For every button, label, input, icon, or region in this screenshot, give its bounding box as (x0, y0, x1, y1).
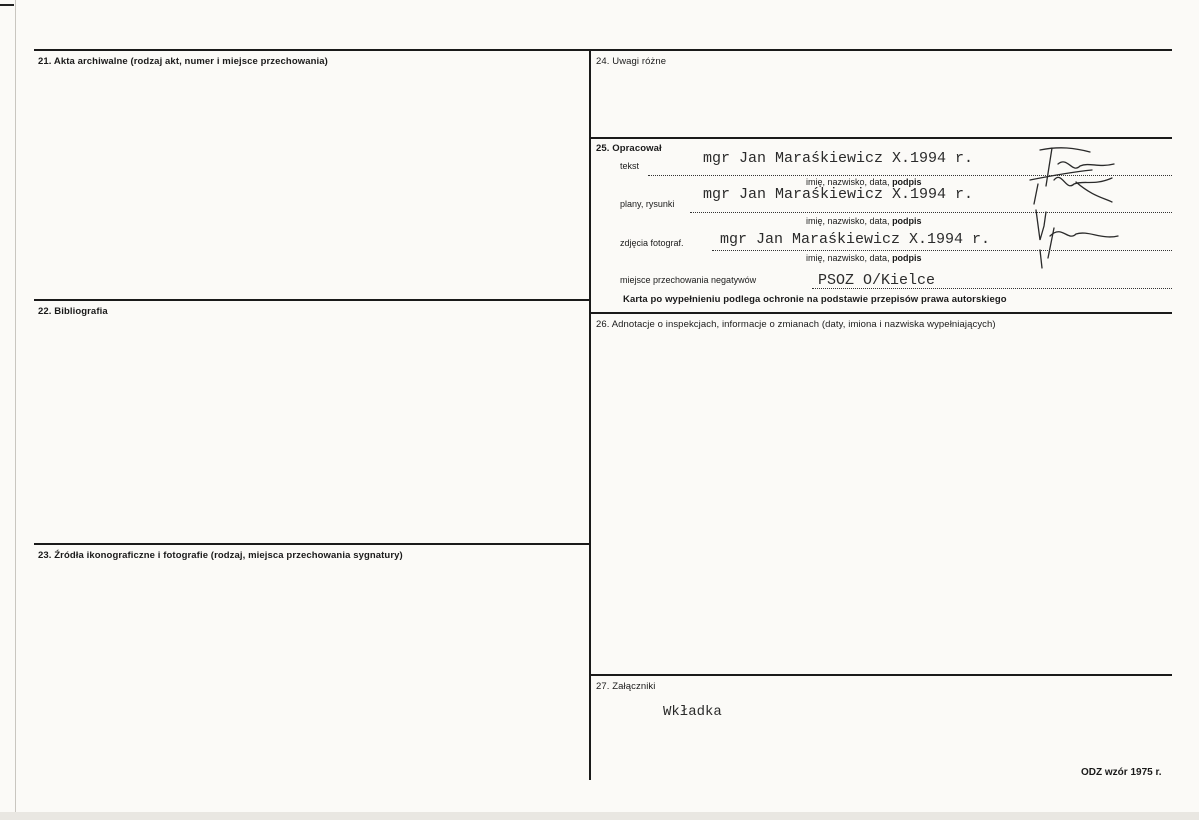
negatywy-label: miejsce przechowania negatywów (620, 275, 757, 285)
tekst-label: tekst (620, 161, 640, 171)
section-22-label: 22. Bibliografia (38, 306, 108, 317)
rule-22-23 (34, 543, 589, 545)
section-26-label: 26. Adnotacje o inspekcjach, informacje o zmianach (daty, imiona i nazwiska wypełniających) (596, 319, 996, 330)
rule-21-22 (34, 299, 589, 301)
signature-mark (1020, 140, 1130, 275)
section-25-label: 25. Opracował (596, 143, 662, 154)
tekst-value: mgr Jan Maraśkiewicz X.1994 r. (703, 150, 974, 167)
plany-label: plany, rysunki (620, 199, 675, 209)
edge-mark (0, 4, 14, 6)
section-27-label: 27. Załączniki (596, 681, 656, 692)
zdjecia-value: mgr Jan Maraśkiewicz X.1994 r. (720, 231, 991, 248)
copyright-note: Karta po wypełnieniu podlega ochronie na podstawie przepisów prawa autorskiego (623, 294, 1007, 305)
caption-text: imię, nazwisko, data, (806, 253, 890, 263)
caption-podpis: podpis (892, 177, 922, 187)
plany-caption (806, 216, 922, 226)
sheet-edge (15, 0, 16, 812)
form-footer: ODZ wzór 1975 r. (1081, 767, 1162, 778)
rule-25-26 (591, 312, 1172, 314)
caption-text: imię, nazwisko, data, (806, 216, 890, 226)
section-24-label: 24. Uwagi różne (596, 56, 667, 67)
zalaczniki-value: Wkładka (663, 704, 722, 720)
section-23-label: 23. Źródła ikonograficzne i fotografie (rodzaj, miejsca przechowania sygnatury) (38, 550, 403, 561)
negatywy-value: PSOZ O/Kielce (818, 272, 936, 289)
zdjecia-label: zdjęcia fotograf. (620, 238, 684, 248)
rule-24-25 (591, 137, 1172, 139)
center-divider (589, 49, 591, 780)
caption-text: imię, nazwisko, data, (806, 177, 890, 187)
caption-podpis: podpis (892, 253, 922, 263)
top-rule (34, 49, 1172, 51)
plany-value: mgr Jan Maraśkiewicz X.1994 r. (703, 186, 974, 203)
zdjecia-caption (806, 253, 922, 263)
rule-26-27 (591, 674, 1172, 676)
section-21-label: 21. Akta archiwalne (rodzaj akt, numer i miejsce przechowania) (38, 56, 328, 67)
caption-podpis: podpis (892, 216, 922, 226)
